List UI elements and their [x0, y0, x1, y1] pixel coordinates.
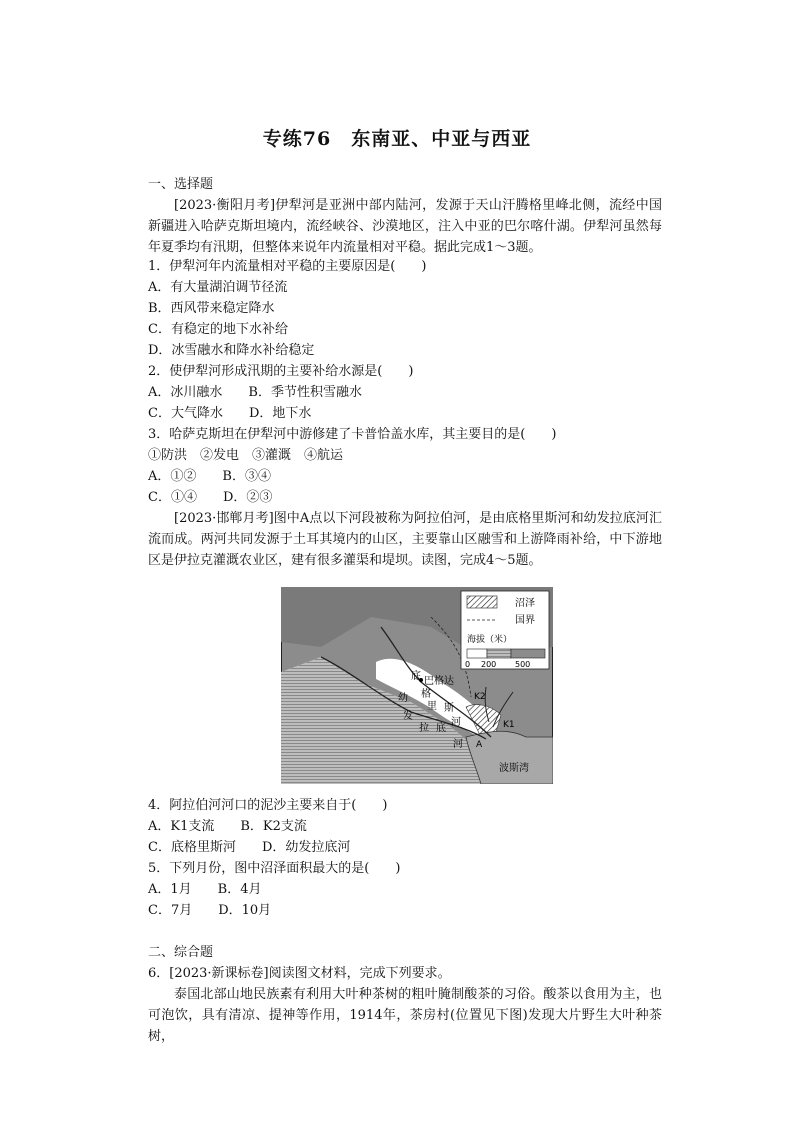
passage-ili-river: [2023·衡阳月考]伊犁河是亚洲中部内陆河，发源于天山汗腾格里峰北侧，流经中国新疆进入哈萨克斯坦境内，流经峡谷、沙漠地区，注入中亚的巴尔喀什湖。伊犁河虽然每年夏季均有汛期，但整体来说年内流量相对平稳。据此完成1～3题。 — [148, 198, 662, 255]
k1-label: K1 — [503, 720, 515, 730]
euphrates-char-1: 幼 — [398, 693, 408, 704]
question-1-option-a: A．有大量湖泊调节径流 — [148, 280, 288, 295]
legend-swamp-label: 沼泽 — [515, 598, 535, 609]
question-4-options-cd: C．底格里斯河 D．幼发拉底河 — [148, 840, 351, 855]
question-5-options-ab: A．1月 B．4月 — [148, 882, 262, 897]
passage-shatt-al-arab: [2023·邯郸月考]图中A点以下河段被称为阿拉伯河，是由底格里斯河和幼发拉底河汇流而成。两河共同发源于土耳其境内的山区，主要靠山区融雪和上游降雨补给，中下游地区是伊拉克灌溉农业区，建有很多灌渠和堤坝。读图，完成4～5题。 — [148, 511, 662, 568]
elev-swatch-low — [467, 649, 487, 658]
question-3-stem: 3．哈萨克斯坦在伊犁河中游修建了卡普恰盖水库，其主要目的是( ) — [148, 427, 557, 442]
section-heading-comprehensive: 二、综合题 — [148, 945, 214, 960]
question-4-options-ab: A．K1支流 B．K2支流 — [148, 819, 307, 834]
tigris-char-4: 斯 — [444, 703, 454, 714]
legend-elevation-label: 海拔（米） — [467, 635, 513, 645]
tigris-char-2: 格 — [421, 689, 431, 700]
point-a-label: A — [476, 740, 483, 750]
question-2-options-ab: A．冰川融水 B．季节性积雪融水 — [148, 385, 362, 400]
question-2-options-cd: C．大气降水 D．地下水 — [148, 406, 312, 421]
question-1-option-c: C．有稳定的地下水补给 — [148, 322, 288, 337]
river-map-figure — [281, 587, 553, 784]
question-3-options-cd: C．①④ D．②③ — [148, 490, 273, 505]
question-1-option-d: D．冰雪融水和降水补给稳定 — [148, 343, 315, 358]
k2-label: K2 — [474, 692, 486, 702]
question-5-stem: 5．下列月份，图中沼泽面积最大的是( ) — [148, 861, 401, 876]
question-1-option-b: B．西风带来稳定降水 — [148, 301, 275, 316]
question-2-stem: 2．使伊犁河形成汛期的主要补给水源是( ) — [148, 364, 414, 379]
legend-swamp-swatch — [467, 596, 497, 608]
euphrates-char-5: 河 — [453, 739, 463, 750]
euphrates-char-4: 底 — [436, 723, 446, 734]
section-heading-choice: 一、选择题 — [148, 177, 214, 192]
baghdad-label: 巴格达 — [424, 676, 454, 687]
euphrates-char-2: 发 — [403, 711, 413, 722]
question-1-stem: 1．伊犁河年内流量相对平稳的主要原因是( ) — [148, 259, 427, 274]
question-6-stem: 6．[2023·新课标卷]阅读图文材料，完成下列要求。 — [148, 966, 451, 981]
elev-swatch-high — [511, 649, 545, 658]
page-title: 专练76 东南亚、中亚与西亚 — [262, 128, 532, 150]
tigris-char-5: 河 — [451, 717, 461, 728]
tigris-char-3: 里 — [427, 701, 437, 712]
elev-swatch-mid — [487, 649, 511, 658]
question-4-stem: 4．阿拉伯河河口的泥沙主要来自于( ) — [148, 798, 388, 813]
elev-tick-200: 200 — [481, 660, 497, 669]
persian-gulf-label: 波斯湾 — [499, 763, 529, 774]
elev-tick-500: 500 — [515, 660, 531, 669]
question-3-choices: ①防洪 ②发电 ③灌溉 ④航运 — [148, 448, 344, 463]
tigris-char-1: 底 — [411, 671, 421, 682]
elev-tick-0: 0 — [465, 660, 471, 669]
euphrates-char-3: 拉 — [419, 723, 429, 734]
passage-sour-tea: 泰国北部山地民族素有利用大叶种茶树的粗叶腌制酸茶的习俗。酸茶以食用为主，也可泡饮，具有清凉、提神等作用，1914年，茶房村(位置见下图)发现大片野生大叶种茶树， — [148, 987, 662, 1044]
question-5-options-cd: C．7月 D．10月 — [148, 903, 272, 918]
legend-border-label: 国界 — [515, 615, 535, 626]
question-3-options-ab: A．①② B．③④ — [148, 469, 271, 484]
